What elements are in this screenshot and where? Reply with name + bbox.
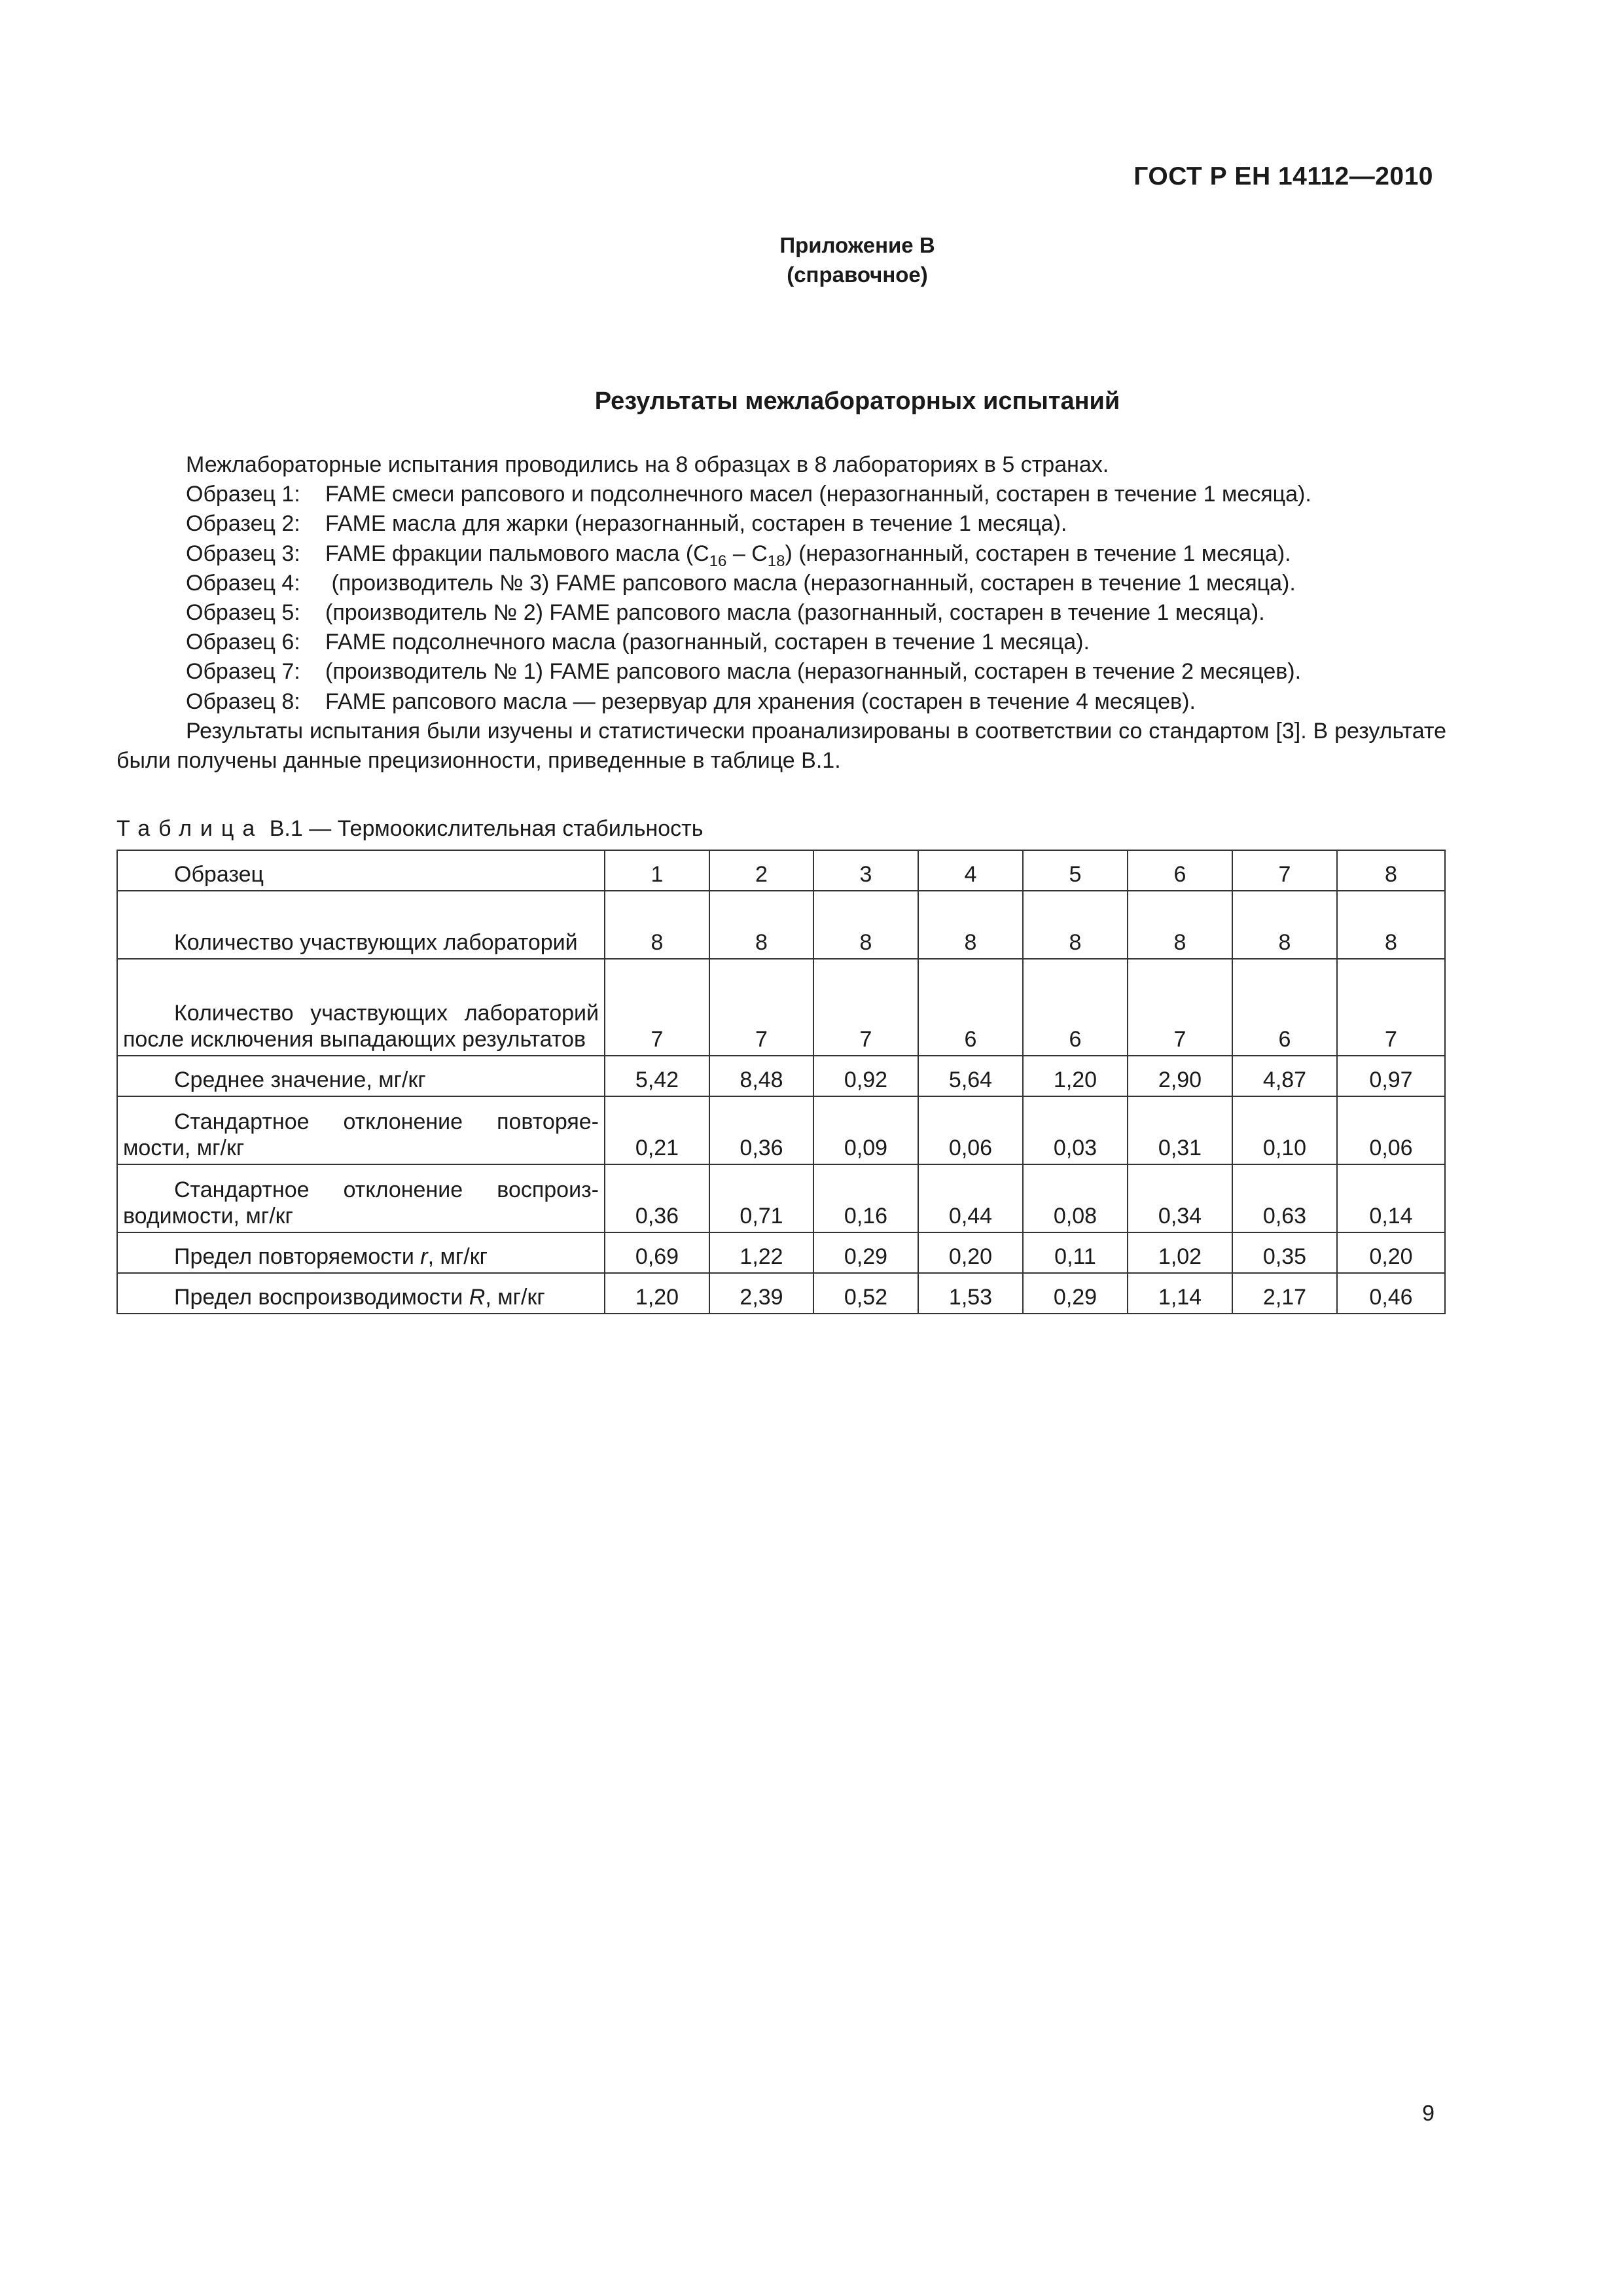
sample-text-part: – C [726, 541, 768, 566]
table-cell: 0,69 [605, 1232, 709, 1273]
sample-label: Образец 3: [186, 541, 300, 566]
row-label [117, 1273, 605, 1314]
table-cell: 1,02 [1128, 1232, 1232, 1273]
sample-label: Образец 2: [186, 511, 300, 537]
table-cell: 8 [1023, 891, 1128, 959]
sample-text-part: FAME фракции пальмового масла (C [325, 541, 709, 566]
table-cell: 0,06 [1337, 1096, 1445, 1164]
table-cell: 0,36 [605, 1164, 709, 1232]
intro-paragraph: Межлабораторные испытания проводились на 8 образцах в 8 лабораториях в 5 странах. [186, 452, 1109, 477]
table-cell: 0,71 [709, 1164, 813, 1232]
conclusion-paragraph: Результаты испытания были изучены и статистически проанализированы в соответствии со стандартом [3]. В результате были получены данные прецизионности, приведенные в таблице В.1. [116, 718, 1446, 774]
table-cell: 0,35 [1232, 1232, 1337, 1273]
table-cell: 8 [1128, 891, 1232, 959]
sample-text: FAME смеси рапсового и подсолнечного масел (неразогнанный, состарен в течение 1 месяца). [325, 482, 1311, 507]
table-cell: 8 [1232, 891, 1337, 959]
table-caption-prefix: Таблица [116, 816, 264, 841]
annex-heading [0, 230, 1623, 289]
row-label-variable: r [420, 1244, 428, 1269]
table-row [117, 891, 1445, 959]
table-cell: 8 [918, 891, 1023, 959]
sample-text: FAME рапсового масла — резервуар для хранения (состарен в течение 4 месяцев). [325, 689, 1196, 714]
table-cell: 0,29 [813, 1232, 918, 1273]
table-cell: 0,14 [1337, 1164, 1445, 1232]
table-cell: 1,20 [605, 1273, 709, 1314]
sample-text [325, 541, 1291, 570]
table-row [117, 959, 1445, 1056]
table-cell: 1,20 [1023, 1056, 1128, 1096]
table-cell: 5,42 [605, 1056, 709, 1096]
table-cell: 7 [1128, 959, 1232, 1056]
row-label: Количество участвующих лабораторий [117, 891, 605, 959]
table-cell: 0,29 [1023, 1273, 1128, 1314]
table-cell: 0,20 [1337, 1232, 1445, 1273]
table-row [117, 1164, 1445, 1232]
sample-label: Образец 4: [186, 570, 300, 596]
table-cell: 6 [1023, 959, 1128, 1056]
table-cell: 1,22 [709, 1232, 813, 1273]
table-cell: 0,10 [1232, 1096, 1337, 1164]
subscript: 18 [767, 552, 785, 570]
table-caption-text: В.1 — Термоокислительная стабильность [263, 816, 704, 841]
table-cell: 7 [605, 959, 709, 1056]
table-cell: 0,97 [1337, 1056, 1445, 1096]
annex-subtitle: (справочное) [787, 262, 928, 287]
table-cell: 7 [709, 959, 813, 1056]
table-cell: 8,48 [709, 1056, 813, 1096]
table-cell: 1 [605, 850, 709, 891]
table-cell: 1,53 [918, 1273, 1023, 1314]
table-cell: 2,90 [1128, 1056, 1232, 1096]
table-cell: 5,64 [918, 1056, 1023, 1096]
table-cell: 0,06 [918, 1096, 1023, 1164]
sample-line [116, 657, 1446, 687]
sample-line [116, 480, 1446, 509]
table-cell: 2,17 [1232, 1273, 1337, 1314]
table-cell: 0,09 [813, 1096, 918, 1164]
sample-line [116, 539, 1446, 569]
table-cell: 0,36 [709, 1096, 813, 1164]
table-cell: 8 [1337, 850, 1445, 891]
table-cell: 7 [813, 959, 918, 1056]
table-cell: 0,21 [605, 1096, 709, 1164]
sample-line [116, 628, 1446, 657]
row-label: Среднее значение, мг/кг [117, 1056, 605, 1096]
table-cell: 0,34 [1128, 1164, 1232, 1232]
sample-label: Образец 1: [186, 482, 300, 507]
table-cell: 5 [1023, 850, 1128, 891]
row-label: Образец [117, 850, 605, 891]
row-label: Стандартное отклонение повторяемости, мг/кг [117, 1096, 605, 1164]
sample-line [116, 569, 1446, 598]
sample-label: Образец 5: [186, 600, 300, 626]
table-cell: 4 [918, 850, 1023, 891]
table-cell: 7 [1232, 850, 1337, 891]
row-label-variable: R [469, 1285, 486, 1310]
row-label: Количество участвующих лабораторий после исключения выпадающих результатов [117, 959, 605, 1056]
table-cell: 8 [605, 891, 709, 959]
table-row [117, 1273, 1445, 1314]
sample-line [116, 598, 1446, 628]
table-cell: 0,31 [1128, 1096, 1232, 1164]
body-text [116, 450, 1446, 776]
table-cell: 0,11 [1023, 1232, 1128, 1273]
table-cell: 8 [1337, 891, 1445, 959]
table-cell: 4,87 [1232, 1056, 1337, 1096]
table-row [117, 1056, 1445, 1096]
row-label-text: Предел повторяемости [174, 1244, 421, 1269]
row-label [117, 1232, 605, 1273]
table-cell: 0,16 [813, 1164, 918, 1232]
sample-line [116, 687, 1446, 717]
section-title: Результаты межлабораторных испытаний [594, 387, 1120, 415]
table-cell: 1,14 [1128, 1273, 1232, 1314]
annex-title: Приложение В [779, 233, 935, 257]
table-cell: 8 [709, 891, 813, 959]
table-cell: 0,63 [1232, 1164, 1337, 1232]
sample-line [116, 509, 1446, 539]
row-label-unit: , мг/кг [485, 1285, 545, 1310]
row-label-unit: , мг/кг [427, 1244, 488, 1269]
table-cell: 7 [1337, 959, 1445, 1056]
table-cell: 2 [709, 850, 813, 891]
sample-label: Образец 6: [186, 630, 300, 655]
sample-label: Образец 7: [186, 659, 300, 685]
sample-label: Образец 8: [186, 689, 300, 714]
sample-text: (производитель № 3) FAME рапсового масла (неразогнанный, состарен в течение 1 месяца). [325, 570, 1296, 596]
subscript: 16 [709, 552, 727, 570]
table-caption [116, 816, 703, 842]
table-row [117, 1232, 1445, 1273]
sample-text: (производитель № 1) FAME рапсового масла (неразогнанный, состарен в течение 2 месяцев). [325, 659, 1302, 685]
table-cell: 0,20 [918, 1232, 1023, 1273]
table-row [117, 850, 1445, 891]
table-cell: 0,46 [1337, 1273, 1445, 1314]
table-cell: 0,52 [813, 1273, 918, 1314]
table-cell: 0,08 [1023, 1164, 1128, 1232]
table-cell: 6 [1232, 959, 1337, 1056]
row-label-text: Предел воспроизводимости [174, 1285, 469, 1310]
results-table [116, 850, 1446, 1314]
table-cell: 6 [918, 959, 1023, 1056]
table-cell: 0,92 [813, 1056, 918, 1096]
row-label: Стандартное отклонение воспроизводимости, мг/кг [117, 1164, 605, 1232]
sample-text: (производитель № 2) FAME рапсового масла (разогнанный, состарен в течение 1 месяца). [325, 600, 1265, 626]
sample-text: FAME подсолнечного масла (разогнанный, состарен в течение 1 месяца). [325, 630, 1090, 655]
page-number: 9 [1422, 2101, 1435, 2126]
table-cell: 3 [813, 850, 918, 891]
sample-text-part: ) (неразогнанный, состарен в течение 1 месяца). [785, 541, 1291, 566]
table-cell: 2,39 [709, 1273, 813, 1314]
table-cell: 6 [1128, 850, 1232, 891]
document-code: ГОСТ Р ЕН 14112—2010 [1133, 162, 1433, 190]
table-row [117, 1096, 1445, 1164]
table-cell: 0,03 [1023, 1096, 1128, 1164]
table-cell: 0,44 [918, 1164, 1023, 1232]
table-cell: 8 [813, 891, 918, 959]
sample-text: FAME масла для жарки (неразогнанный, состарен в течение 1 месяца). [325, 511, 1067, 537]
